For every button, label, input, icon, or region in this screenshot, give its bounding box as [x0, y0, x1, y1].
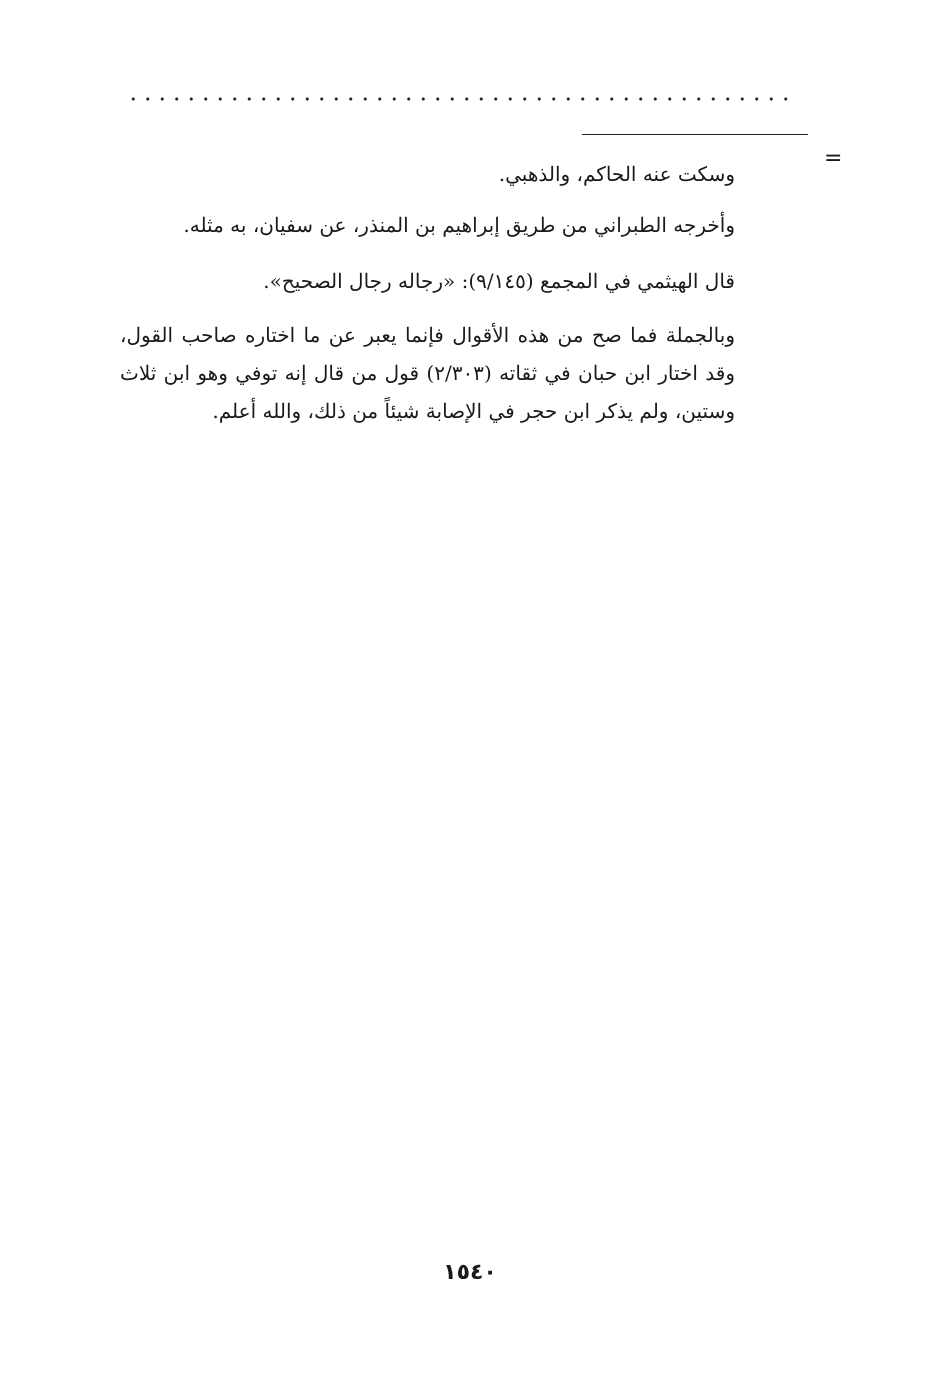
text-line: وأخرجه الطبراني من طريق إبراهيم بن المنذر، عن سفيان، به مثله.	[183, 213, 735, 237]
text-line: وبالجملة فما صح من هذه الأقوال فإنما يعبر عن ما اختاره صاحب القول،	[120, 323, 735, 347]
text-line: قال الهيثمي في المجمع (٩/١٤٥): «رجاله رجال الصحيح».	[263, 269, 735, 293]
dotted-separator	[126, 96, 796, 102]
footnote-paragraph-1	[499, 154, 735, 194]
page-number: ١٥٤٠	[443, 1260, 497, 1285]
text-line: وقد اختار ابن حبان في ثقاته (٢/٣٠٣) قول من قال إنه توفي وهو ابن ثلاث	[120, 361, 735, 385]
continuation-mark: =	[824, 146, 843, 171]
footnote-rule	[582, 134, 808, 135]
text-line: وسكت عنه الحاكم، والذهبي.	[498, 162, 735, 186]
footnote-paragraph-2	[183, 205, 735, 245]
footnote-paragraph-4	[120, 316, 735, 430]
text-line: وستين، ولم يذكر ابن حجر في الإصابة شيئاً من ذلك، والله أعلم.	[212, 399, 735, 423]
footnote-paragraph-3	[263, 261, 735, 301]
